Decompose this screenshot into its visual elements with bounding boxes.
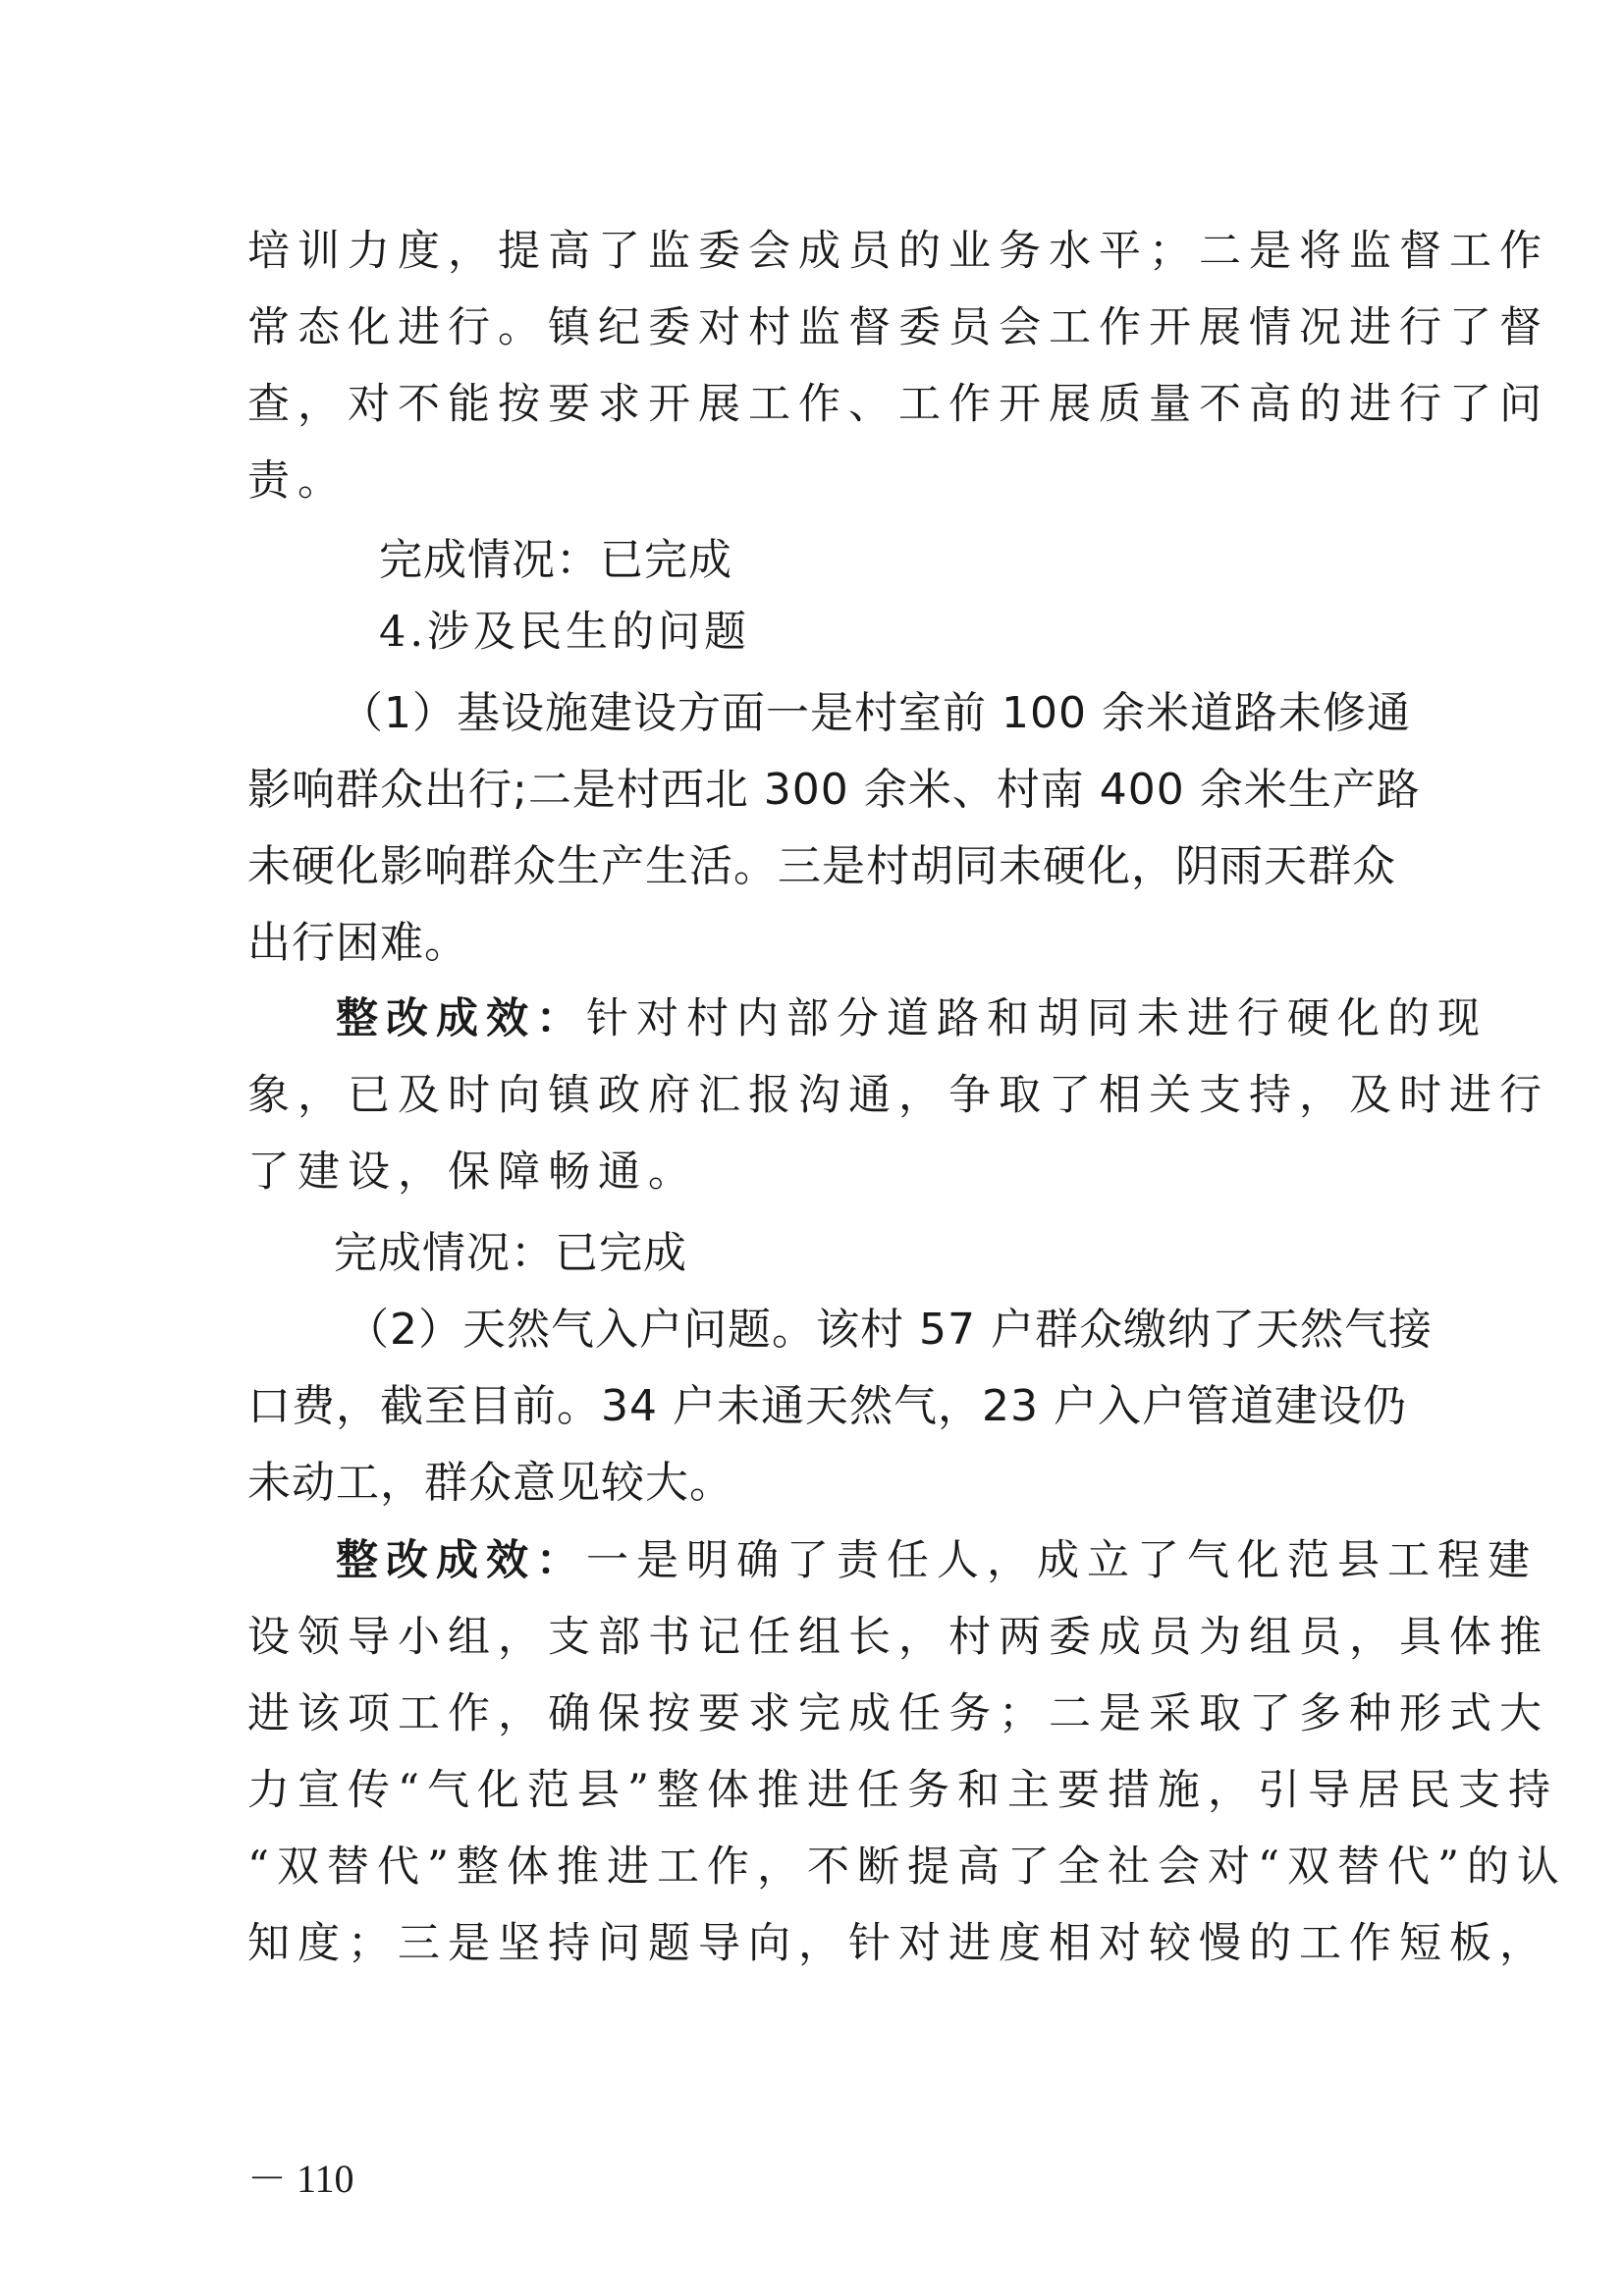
paragraph-line: 责。 [247, 456, 348, 506]
completion-status: 完成情况：已完成 [334, 1228, 687, 1278]
paragraph-line: “双替代”整体推进工作，不断提高了全社会对“双替代”的认 [247, 1842, 1567, 1892]
paragraph-line [336, 1527, 1538, 1587]
paragraph-line [336, 986, 1488, 1045]
paragraph-text: 针对村内部分道路和胡同未进行硬化的现 [586, 994, 1488, 1043]
paragraph-line: 知度；三是坚持问题导向，针对进度相对较慢的工作短板， [247, 1919, 1549, 1968]
paragraph-line: 常态化进行。镇纪委对村监督委员会工作开展情况进行了督 [247, 303, 1549, 352]
paragraph-line: 象，已及时向镇政府汇报沟通，争取了相关支持，及时进行 [247, 1071, 1549, 1120]
section-heading: 4.涉及民生的问题 [379, 608, 751, 657]
paragraph-line: 力宣传“气化范县”整体推进任务和主要措施，引导居民支持 [247, 1766, 1558, 1815]
paragraph-line: 未硬化影响群众生产生活。三是村胡同未硬化，阴雨天群众 [247, 841, 1396, 891]
rectification-label: 整改成效： [336, 1536, 586, 1585]
paragraph-line: 影响群众出行;二是村西北 300 余米、村南 400 余米生产路 [247, 765, 1421, 815]
paragraph-text: 一是明确了责任人，成立了气化范县工程建 [586, 1536, 1538, 1585]
rectification-label: 整改成效： [336, 994, 586, 1043]
paragraph-line: 未动工，群众意见较大。 [247, 1458, 733, 1508]
paragraph-line: （1）基设施建设方面一是村室前 100 余米道路未修通 [340, 688, 1411, 738]
paragraph-line: 进该项工作，确保按要求完成任务；二是采取了多种形式大 [247, 1689, 1549, 1738]
paragraph-line: 培训力度，提高了监委会成员的业务水平；二是将监督工作 [247, 227, 1549, 276]
paragraph-line: 出行困难。 [247, 918, 468, 968]
completion-status: 完成情况：已完成 [379, 535, 732, 585]
paragraph-line: 设领导小组，支部书记任组长，村两委成员为组员，具体推 [247, 1613, 1549, 1662]
paragraph-line: 查，对不能按要求开展工作、工作开展质量不高的进行了问 [247, 380, 1549, 429]
paragraph-line: 口费，截至目前。34 户未通天然气，23 户入户管道建设仍 [247, 1381, 1407, 1431]
page-number: － 110 [247, 2157, 354, 2201]
paragraph-line: （2）天然气入户问题。该村 57 户群众缴纳了天然气接 [346, 1305, 1433, 1355]
paragraph-line: 了建设，保障畅通。 [247, 1148, 698, 1197]
